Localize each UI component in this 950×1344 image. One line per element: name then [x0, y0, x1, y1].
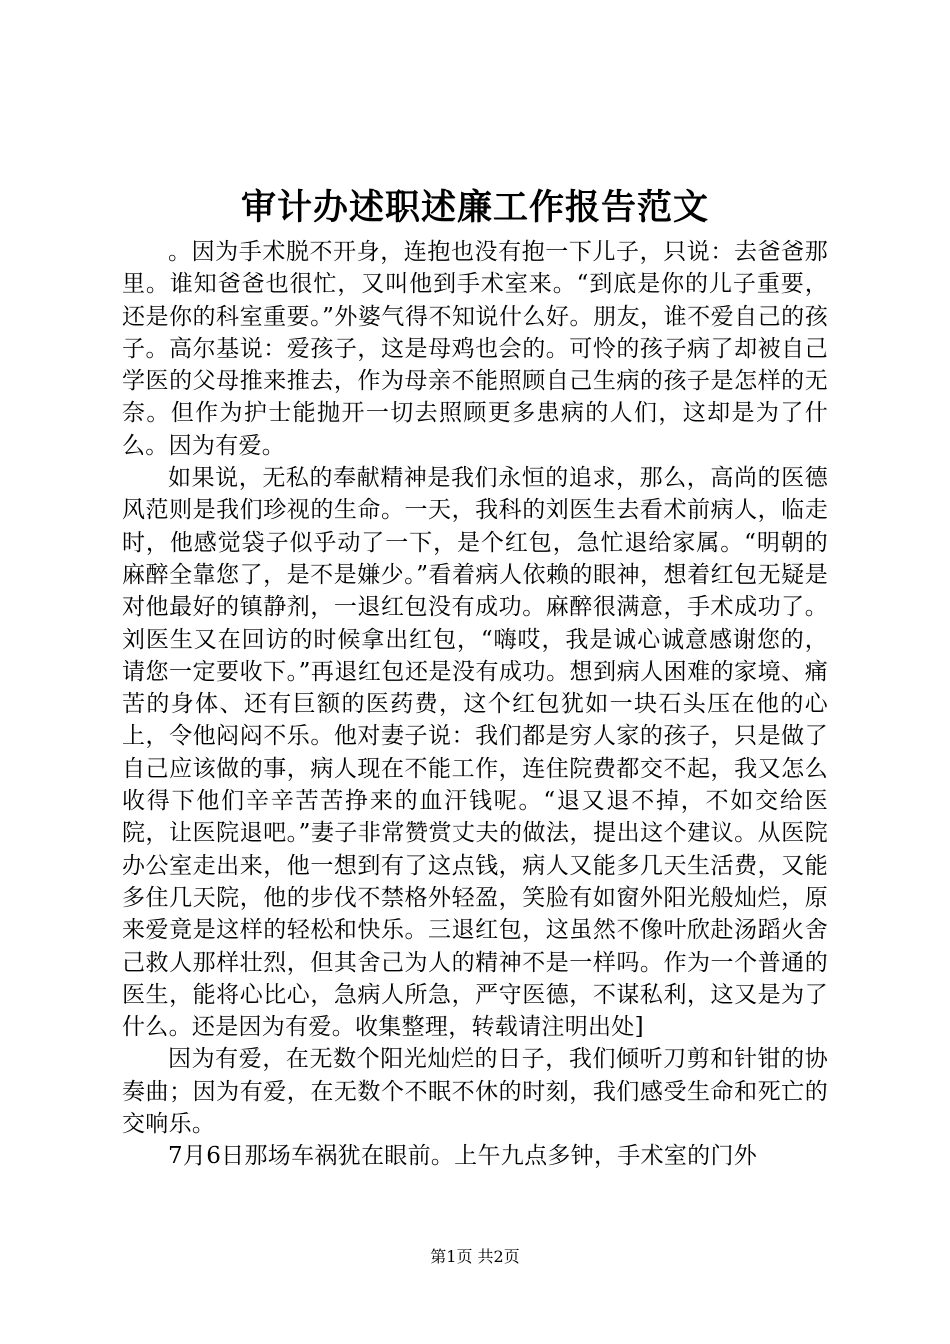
document-title: 审计办述职述廉工作报告范文 [240, 187, 709, 228]
paragraph: 如果说，无私的奉献精神是我们永恒的追求，那么，高尚的医德风范则是我们珍视的生命。一天，我科的刘医生去看术前病人，临走时，他感觉袋子似乎动了一下，是个红包，急忙退给家属。“明朝的麻醉全靠您了，是不是嫌少。”看着病人依赖的眼神，想着红包无疑是对他最好的镇静剂，一退红包没有成功。麻醉很满意，手术成功了。刘医生又在回访的时候拿出红包，“嗨哎，我是诚心诚意感谢您的，请您一定要收下。”再退红包还是没有成功。想到病人困难的家境、痛苦的身体、还有巨额的医药费，这个红包犹如一块石头压在他的心上，令他闷闷不乐。他对妻子说：我们都是穷人家的孩子，只是做了自己应该做的事，病人现在不能工作，连住院费都交不起，我又怎么收得下他们辛辛苦苦挣来的血汗钱呢。“退又退不掉，不如交给医院，让医院退吧。”妻子非常赞赏丈夫的做法，提出这个建议。从医院办公室走出来，他一想到有了这点钱，病人又能多几天生活费，又能多住几天院，他的步伐不禁格外轻盈，笑脸有如窗外阳光般灿烂，原来爱竟是这样的轻松和快乐。三退红包，这虽然不像叶欣赴汤蹈火舍己救人那样壮烈，但其舍己为人的精神不是一样吗。作为一个普通的医生，能将心比心，急病人所急，严守医德，不谋私利，这又是为了什么。还是因为有爱。收集整理，转载请注明出处] [122, 465, 828, 1041]
page-number-footer: 第1页 共2页 [430, 1247, 520, 1266]
paragraph: 。因为手术脱不开身，连抱也没有抱一下儿子，只说：去爸爸那里。谁知爸爸也很忙，又叫他到手术室来。“到底是你的儿子重要，还是你的科室重要。”外婆气得不知说什么好。朋友，谁不爱自己的孩子。高尔基说：爱孩子，这是母鸡也会的。可怜的孩子病了却被自己学医的父母推来推去，作为母亲不能照顾自己生病的孩子是怎样的无奈。但作为护士能抛开一切去照顾更多患病的人们，这却是为了什么。因为有爱。 [122, 239, 828, 459]
paragraph: 因为有爱，在无数个阳光灿烂的日子，我们倾听刀剪和针钳的协奏曲；因为有爱，在无数个不眠不休的时刻，我们感受生命和死亡的交响乐。 [122, 1046, 828, 1138]
document-body [122, 236, 828, 1173]
paragraph: 7月6日那场车祸犹在眼前。上午九点多钟，手术室的门外 [168, 1143, 758, 1170]
